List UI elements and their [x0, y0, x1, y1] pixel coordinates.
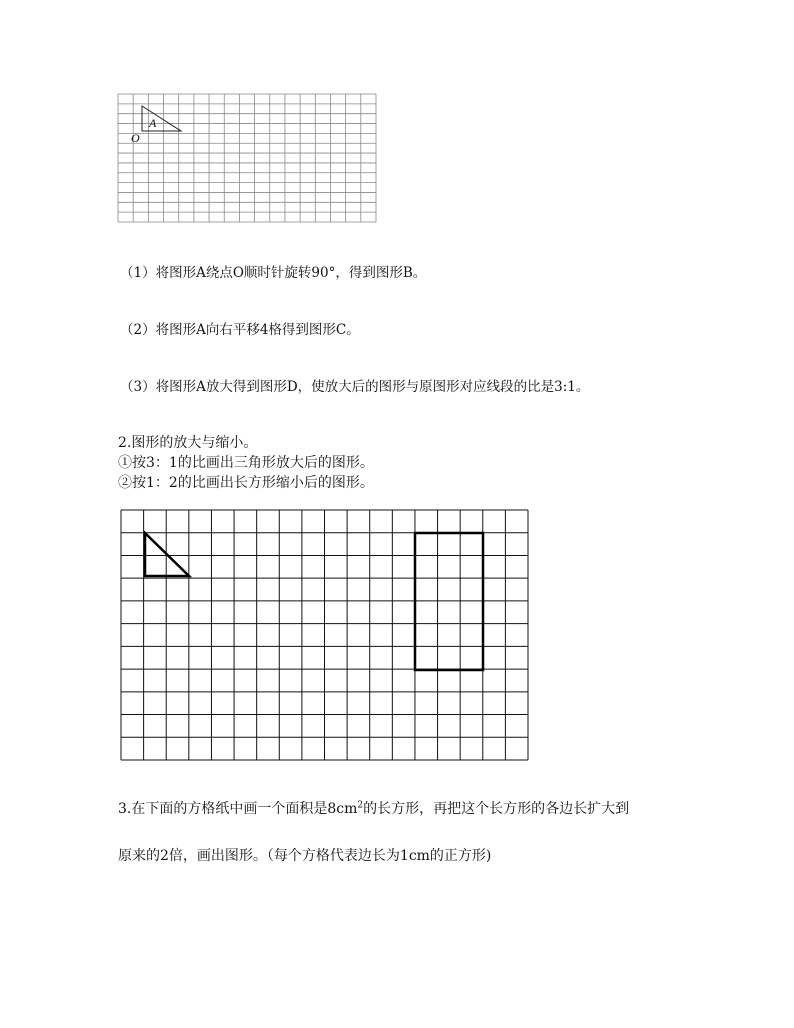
point-o-label: O [131, 131, 140, 145]
q3-line-1-after: 的长方形，再把这个长方形的各边长扩大到 [363, 801, 630, 817]
q2-title: 2.图形的放大与缩小。 [118, 435, 258, 451]
triangle-shape [145, 533, 189, 576]
grid-1 [0, 0, 794, 240]
shape-a-label: A [149, 116, 157, 130]
q1-part-1: （1）将图形A绕点O顺时针旋转90°，得到图形B。 [120, 265, 427, 281]
q1-part-2: （2）将图形A向右平移4格得到图形C。 [120, 322, 360, 338]
q1-part-3: （3）将图形A放大得到图形D，使放大后的图形与原图形对应线段的比是3:1。 [120, 379, 590, 395]
shape-a-triangle [142, 106, 181, 131]
rectangle-shape [415, 533, 483, 670]
q3-line-1 [118, 798, 629, 818]
grid-2-lines [121, 510, 528, 760]
grid-1-lines [118, 94, 376, 222]
q3-line-1-sup: 2 [357, 800, 364, 811]
q3-line-2: 原来的2倍，画出图形。（每个方格代表边长为1cm的正方形) [118, 848, 492, 864]
q3-line-1-before: 3.在下面的方格纸中画一个面积是8cm [118, 801, 358, 817]
q2-item-2: ②按1：2的比画出长方形缩小后的图形。 [118, 475, 374, 491]
grid-2 [0, 500, 794, 770]
q2-item-1: ①按3：1的比画出三角形放大后的图形。 [118, 455, 374, 471]
